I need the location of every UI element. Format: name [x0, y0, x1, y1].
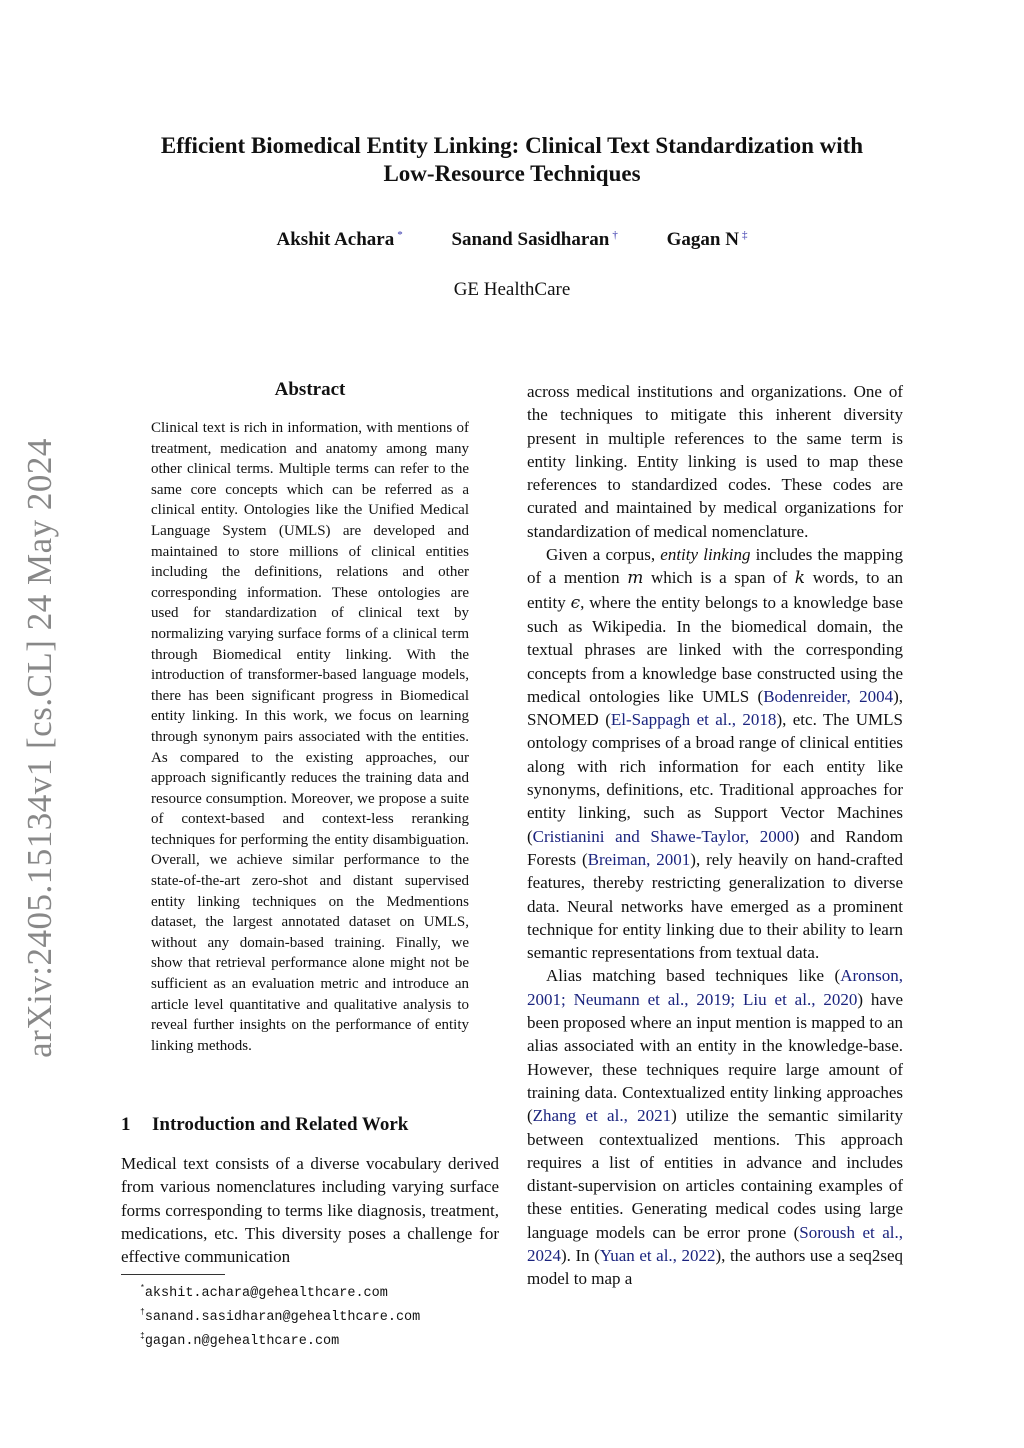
- text-span: ), rely heavily on hand-crafted features, thereby restricting generalization to diverse data. Neural networks have emerged as a prominent technique for entity linking due to their ability to learn semantic representations from textual data.: [527, 849, 903, 963]
- author-3: [667, 229, 748, 251]
- abstract-body: Clinical text is rich in information, with mentions of treatment, medication and anatomy among many other clinical terms. Multiple terms can refer to the same core concepts which can be referred as a clinical entity. Ontologies like the Unified Medical Language System (UMLS) are developed and maintained to store millions of clinical entities including the definitions, relations and other corresponding information. These ontologies are used for standardization of clinical text by normalizing varying surface forms of a clinical term through Biomedical entity linking. With the introduction of transformer-based language models, there has been significant progress in Biomedical entity linking. In this work, we focus on learning through synonym pairs associated with the entities. As compared to the existing approaches, our approach significantly reduces the training data and resource consumption. Moreover, we propose a suite of context-based and context-less reranking techniques for performing the entity disambiguation. Overall, we achieve similar performance to the state-of-the-art zero-shot and distant supervised entity linking techniques on the Medmentions dataset, the largest annotated dataset on UMLS, without any domain-based training. Finally, we show that retrieval performance alone might not be sufficient as an evaluation metric and introduce an article level quantitative and qualitative analysis to reveal further insights on the performance of entity linking methods.: [151, 420, 469, 1054]
- footnote-email[interactable]: gagan.n@gehealthcare.com: [144, 1334, 340, 1349]
- text-span: ), SNOMED (: [527, 686, 903, 730]
- emphasis: entity linking: [660, 545, 751, 565]
- citation-link[interactable]: Breiman, 2001: [587, 849, 691, 869]
- citation-link[interactable]: Zhang et al., 2021: [532, 1106, 672, 1126]
- citation-link[interactable]: Aronson, 2001; Neumann et al., 2019; Liu et al., 2020: [527, 966, 903, 1009]
- text-span: ). In (: [561, 1245, 600, 1265]
- text-span: Given a corpus,: [546, 545, 661, 565]
- author-1: [277, 229, 403, 251]
- author-footnote-mark[interactable]: ‡: [741, 229, 748, 241]
- text-span: Alias matching based techniques like (: [546, 966, 841, 986]
- footnote-mark: †: [140, 1308, 145, 1317]
- citation-link[interactable]: Bodenreider, 2004: [763, 686, 894, 706]
- text-span: includes the mapping of a mention: [527, 545, 903, 588]
- paper-title: [110, 132, 914, 188]
- section-title: Introduction and Related Work: [152, 1114, 409, 1135]
- title-line-2: Low-Resource Techniques: [383, 161, 641, 186]
- abstract-heading: Abstract: [274, 379, 346, 400]
- text-span: ) have been proposed where an input mention is mapped to an alias associated with an entity in the knowledge-base. However, these techniques require large amount of training data. Contextualized entity linking approaches (: [527, 989, 903, 1126]
- footnote-1: [140, 1279, 500, 1303]
- citation-link[interactable]: Soroush et al., 2024: [527, 1222, 903, 1265]
- intro-left-paragraph: Medical text consists of a diverse vocabulary derived from various nomenclatures including varying surface forms corresponding to terms like diagnosis, treatment, medications, etc. This diversity poses a challenge for effective communication: [121, 1154, 499, 1267]
- footnote-3: [140, 1327, 500, 1351]
- citation-link[interactable]: Cristianini and Shawe-Taylor, 2000: [532, 826, 794, 846]
- paragraph-2: [527, 543, 903, 964]
- author-footnote-mark[interactable]: *: [397, 229, 403, 241]
- paragraph-1: across medical institutions and organizations. One of the techniques to mitigate this inherent diversity present in multiple references to the same term is entity linking. Entity linking is used to map these references to standardized codes. These codes are curated and maintained by medical organizations for standardization of medical nomenclature.: [527, 382, 903, 541]
- text-span: which is a span of: [643, 568, 795, 588]
- citation-link[interactable]: Yuan et al., 2022: [599, 1245, 716, 1265]
- title-line-1: Efficient Biomedical Entity Linking: Clinical Text Standardization with: [160, 133, 864, 158]
- footnotes: [140, 1279, 500, 1351]
- footnote-email[interactable]: akshit.achara@gehealthcare.com: [144, 1286, 388, 1301]
- arxiv-identifier: arXiv:2405.15134v1 [cs.CL] 24 May 2024: [20, 438, 59, 1058]
- author-list: [110, 229, 914, 251]
- right-column: [527, 380, 903, 1291]
- math-symbol: k: [794, 568, 806, 589]
- author-name: Gagan N: [666, 229, 739, 250]
- section-number: 1: [121, 1114, 131, 1135]
- affiliation: GE HealthCare: [453, 279, 571, 300]
- text-span: ), the authors use a seq2seq model to map a: [527, 1245, 903, 1289]
- author-name: Akshit Achara: [276, 229, 395, 250]
- math-symbol: ϵ: [570, 592, 581, 613]
- author-footnote-mark[interactable]: †: [612, 229, 618, 241]
- text-span: words, to an entity: [527, 568, 903, 612]
- text-span: , where the entity belongs to a knowledge base such as Wikipedia. In the biomedical domain, the textual phrases are linked with the corresponding concepts from a knowledge base constructed using the medical ontologies like UMLS (: [527, 592, 903, 706]
- footnote-2: [140, 1303, 500, 1327]
- footnote-mark: *: [140, 1284, 145, 1293]
- footnote-mark: ‡: [140, 1332, 145, 1341]
- footnote-email[interactable]: sanand.sasidharan@gehealthcare.com: [144, 1310, 421, 1325]
- text-span: ) utilize the semantic similarity between contextualized mentions. This approach requires a list of entities in advance and includes distant-supervision on articles containing examples of these entities. Generating medical codes using large language models can be error prone (: [527, 1106, 904, 1242]
- section-heading: [121, 1114, 501, 1136]
- author-2: [451, 229, 617, 251]
- text-span: ), etc. The UMLS ontology comprises of a broad range of clinical entities along with rich information for each entity like synonyms, definitions, etc. Traditional approaches for entity linking, such as Support Vector Machines (: [527, 710, 903, 846]
- author-name: Sanand Sasidharan: [451, 229, 610, 250]
- text-span: ) and Random Forests (: [527, 826, 903, 869]
- math-symbol: m: [627, 568, 644, 589]
- paragraph-3: [527, 964, 903, 1290]
- footnote-divider: [121, 1274, 225, 1275]
- citation-link[interactable]: El-Sappagh et al., 2018: [610, 710, 777, 730]
